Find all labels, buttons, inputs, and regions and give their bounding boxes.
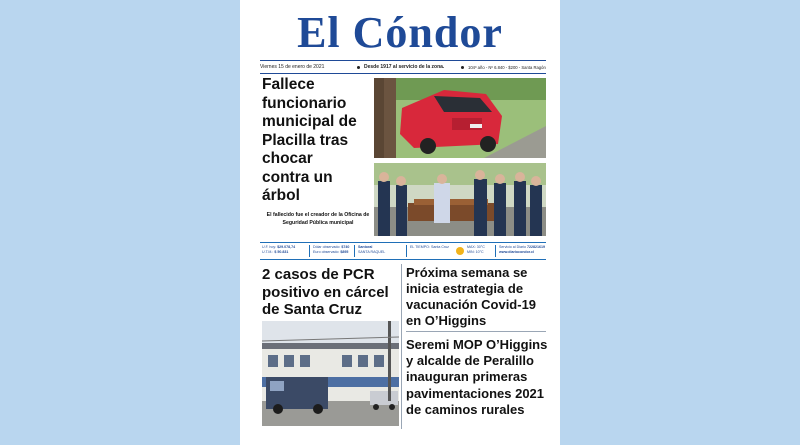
bullet-icon — [461, 66, 464, 69]
lead-caption: El fallecido fue el creador de la Oficina de Seguridad Pública municipal — [266, 212, 370, 226]
utm-value: $ 50.831 — [274, 250, 289, 254]
min-temp: MIN: 10°C — [467, 250, 484, 254]
contact-cell — [499, 243, 547, 261]
santoral-value: SANTA RAQUEL — [358, 250, 386, 254]
story-pcr-headline: 2 casos de PCR positivo en cárcel de Santa Cruz — [262, 266, 389, 318]
band-separator — [354, 245, 355, 257]
santoral-label: Santoral — [358, 245, 373, 249]
band-separator — [495, 245, 496, 257]
edition-info: 104º año - Nº 6.840 - $200 - Santa Ragón — [468, 65, 546, 70]
utm-label: U.T.M.: — [262, 250, 274, 254]
newspaper-motto: Desde 1917 al servicio de la zona. — [364, 64, 445, 70]
masthead-rule-top — [260, 60, 546, 61]
story-divider — [406, 331, 546, 332]
band-separator — [309, 245, 310, 257]
weather-label: EL TIEMPO: Santa Cruz — [410, 245, 449, 249]
dolar-value: $740 — [341, 245, 350, 249]
prison-photo — [262, 321, 399, 426]
newspaper-front-page — [240, 0, 560, 445]
sun-icon — [456, 247, 464, 255]
currency-cell — [313, 243, 351, 261]
edition-date: Viernes 15 de enero de 2021 — [260, 64, 325, 70]
santoral-cell — [358, 243, 404, 261]
uf-label: U.F. hoy: — [262, 245, 277, 249]
masthead-rule-bottom — [260, 73, 546, 74]
uf-utm-cell — [262, 243, 306, 261]
story-vaccination-headline: Próxima semana se inicia estrategia de vacunación Covid-19 en O’Higgins — [406, 265, 537, 328]
funeral-photo-image — [374, 163, 546, 236]
euro-value: $895 — [340, 250, 349, 254]
bullet-icon — [357, 66, 360, 69]
band-separator — [406, 245, 407, 257]
funeral-photo — [374, 163, 546, 236]
masthead-title: El Cóndor — [297, 8, 503, 57]
max-temp: MAX: 30°C — [467, 245, 485, 249]
service-label: Servicio al Diario — [499, 245, 526, 249]
dolar-label: Dólar observado: — [313, 245, 341, 249]
prison-photo-image — [262, 321, 399, 426]
column-divider — [401, 264, 402, 429]
indicators-band — [260, 242, 546, 260]
lead-headline: Fallece funcionario municipal de Placilla tras chocar contra un árbol — [262, 76, 357, 204]
crash-photo — [374, 78, 546, 158]
euro-label: Euro observado: — [313, 250, 340, 254]
crash-photo-image — [374, 78, 546, 158]
uf-value: $29.078,74 — [277, 245, 296, 249]
service-phone: 722821619 — [526, 245, 545, 249]
temperature-cell — [467, 243, 493, 261]
weather-cell — [410, 243, 462, 261]
story-mop-headline: Seremi MOP O’Higgins y alcalde de Peralillo inauguran primeras pavimentaciones 2021 de caminos rurales — [406, 337, 548, 417]
website-link[interactable]: www.diariocondor.cl — [499, 250, 535, 254]
info-bar — [260, 63, 546, 72]
